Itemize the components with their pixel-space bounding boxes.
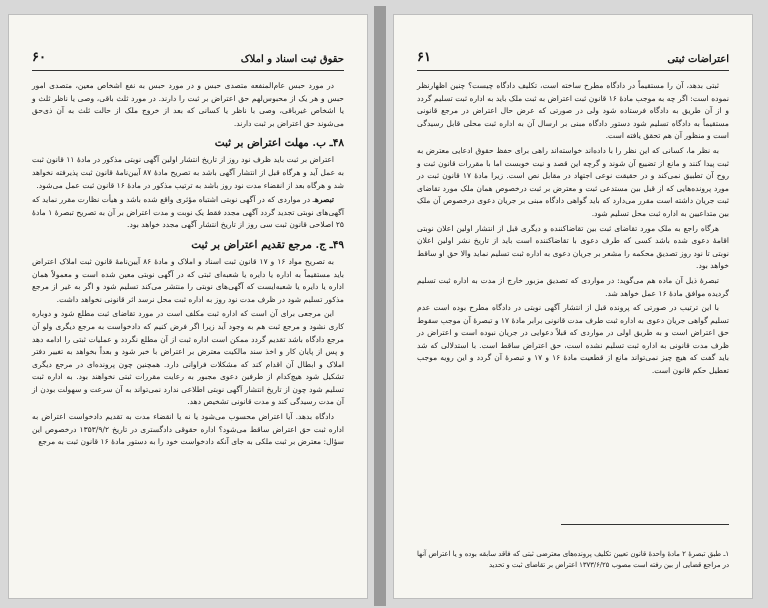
book-gutter [374, 6, 386, 606]
right-page-body [417, 80, 729, 380]
paragraph-b: اعتراض بر ثبت باید ظرف نود روز از تاریخ انتشار اولین آگهی نوبتی مذکور در مادهٔ ۱۱ قانون ثبت به عمل آید و هرگاه قبل از انتشار آگهی باشد به تصریح مادهٔ ۸۷ آیین‌نامهٔ قانون ثبت پذیرفته نخواهد شد و هرگاه بعد از انقضاء مدت نود روز باشد به ترتیب مذکور در مادهٔ ۱۶ قانون ثبت عمل می‌شود. [32, 155, 344, 190]
paragraph-c2: این مرجعی برای آن است که اداره ثبت مکلف است در مورد تقاضای ثبت مطلع شود و دوباره کاری نشود و مرجع ثبت هم به وجود آید زیرا اگر فرض کنیم که دادخواست به مرجع دیگری ولو آن مرجع دادگاه باشد تقدیم گردد ممکن است اداره ثبت از آن مطلع نگردد و عملیات ثبتی را ادامه دهد و پس از پایان کار و اخذ سند مالکیت معترض بر اعتراض با خبر شود و بعداً بخواهد به تغییر دفتر املاک و ابطال آن اقدام کند که مشکلات فراوانی دارد. همچنین چون پرونده‌ای در مرجع دیگری تشکیل شود هیچ‌کدام از طرفین دعوی مجبور به رعایت مقررات ثبتی نخواهند بود. به اداره ثبت تسلیم شود چون از تاریخ انتشار آگهی نوبتی اطلاعی ندارد نمی‌تواند به آن سرعت و سهولت بودن از آن مدت رسیدگی کند و مدت قانونی تشخیص دهد. [32, 309, 344, 407]
right-page-header [417, 50, 729, 71]
right-running-title: اعتراضات ثبتی [667, 54, 729, 65]
paragraph-5: با این ترتیب در صورتی که پرونده قبل از انتشار آگهی نوبتی در دادگاه مطرح بوده است عدم تسلیم گواهی جریان دعوی به اداره ثبت طرف مدت قانونی برابر مادهٔ ۱۷ و تبصرهٔ آن موجب سقوط حق اعتراض است و به طریق اولی در مواردی که قبلاً دعوایی در جریان نبوده است و اعتراض در ظرف مدت قانونی به اداره ثبت تسلیم نشده است، حق اعتراض ساقط است. با استدلالی که شد باید گفت که هیچ چیز نمی‌تواند مانع از قطعیت مادهٔ ۱۶ و ۱۷ و تبصرهٔ آن گردد و این رویه موجب تعطیل حکم قانون است. [417, 303, 729, 376]
note-label: تبصره [314, 195, 334, 205]
paragraph-c3: دادگاه بدهد. آیا اعتراض محسوب می‌شود یا نه یا انقضاء مدت به تقدیم دادخواست اعتراض به اداره ثبت حق اعتراض ساقط می‌شود؟ اداره حقوقی دادگستری در تاریخ ۱۳۵۳/۹/۲ درخصوص این سؤال: معترض بر ثبت ملکی به جای آنکه دادخواست خود را به دستور مادهٔ ۱۶ قانون ثبت به مرجع [32, 412, 344, 447]
footnote-separator [561, 524, 729, 525]
left-running-title: حقوق ثبت اسناد و املاک [240, 54, 344, 65]
left-page-header [32, 50, 344, 71]
note-text: ـ در مواردی که در آگهی نوبتی اشتباه مؤثری واقع شده باشد و هیأت نظارت مقرر نماید که آگهی‌های نوبتی تجدید گردد آگهی مجدد فقط یک نوبت و مدت اعتراض بر آن به تصریح تبصرهٔ ۱ مادهٔ ۲۵ اصلاحی قانون ثبت سی روز از تاریخ انتشار آگهی مجدد خواهد بود. [32, 195, 344, 230]
left-page [8, 14, 368, 599]
left-page-number: ۶۰ [32, 50, 46, 65]
paragraph-3: هرگاه راجع به ملک مورد تقاضای ثبت بین تقاضاکننده و دیگری قبل از انتشار اولین اعلان نوبتی اقامهٔ دعوی شده باشد کسی که طرف دعوی با تقاضاکننده است باید از تاریخ نشر اولین اعلان نوبتی تا نود روز تصدیق محکمه را مشعر بر جریان دعوی به اداره ثبت تسلیم نماید والا حق او ساقط خواهد بود. [417, 223, 729, 271]
section-heading-c: ۴۹ـ ج‌. مرجع تقدیم اعتراض بر ثبت [191, 238, 344, 251]
right-page [393, 14, 753, 599]
paragraph-4: تبصرهٔ ذیل آن ماده هم می‌گوید: در مواردی که تصدیق مزبور خارج از مدت به اداره ثبت تسلیم گردیده موافق مادهٔ ۱۶ عمل خواهد شد. [417, 275, 729, 298]
note-paragraph [32, 194, 344, 232]
paragraph-2: به نظر ما، کسانی که این نظر را با داده‌اند خواسته‌اند راهی برای حفظ حقوق ادعایی معترض به ثبت پیدا کنند و مانع از تضییع آن شوند و گرچه این قصد و نیت خوبست اما با مقررات قانون ثبت و روح آن تطبیق نمی‌کند و در حقیقت نوعی اجتهاد در مقابل نص است. زیرا مادهٔ ۱۷ قانون ثبت در مورد پرونده‌هایی که از قبل بین مستدعی ثبت و معترض بر ثبت درخصوص همان ملک مورد تقاضای ثبت جریان داشته است مقرر می‌دارد که باید گواهی دادگاه مبنی بر جریان دعوی درخصوص آن ملک بین متداعیین به اداره ثبت محل تسلیم شود. [417, 145, 729, 218]
footnote: ۱ـ طبق تبصرهٔ ۲ مادهٔ واحدهٔ قانون تعیین تکلیف پرونده‌های معترضی ثبتی که فاقد سابقه بوده و یا اعتراض آنها در مراجع قضایی از بین رفته است مصوب ۱۳۷۳/۶/۲۵ اعتراض بر تقاضای ثبت و تحدید [417, 550, 729, 569]
intro-paragraph: در مورد حبس عام‌المنفعه متصدی حبس و در مورد حبس به نفع اشخاص معین، متصدی امور حبس و هر یک از محبوس‌لهم حق اعتراض بر ثبت را دارند. در مورد ثلث باقی، وصی یا ناظر ثلث و یا اشخاص غیرباقی، وصی با ناظر یا کسانی که بعد از خروج ملک از حالت ثلث به آن ذی‌حق می‌شوند حق اعتراض بر ثبت دارند. [32, 81, 344, 128]
section-heading-b: ۴۸ـ ب‌. مهلت اعتراض بر ثبت [214, 137, 344, 150]
paragraph-1: ثبتی بدهد، آن را مستقیماً در دادگاه مطرح ساخته است، تکلیف دادگاه چیست؟ چنین اظهارنظر نموده است: اگر چه به موجب مادهٔ ۱۶ قانون ثبت اعتراض به ثبت ملک باید به اداره ثبت تسلیم گردد و از آن طریق به دادگاه فرستاده شود ولی در صورتی که عرض حال اعتراض در مرجع قانونی مستقیماً به دادگاه تسلیم شود دستور دادگاه مبنی بر ارسال آن به اداره ثبت محلی قابل رسیدگی است و منظور آن هم تحقق یافته است. [417, 81, 729, 141]
right-page-number: ۶۱ [417, 50, 431, 65]
paragraph-c1: به تصریح مواد ۱۶ و ۱۷ قانون ثبت اسناد و املاک و مادهٔ ۸۶ آیین‌نامهٔ قانون ثبت املاک اعتراض باید مستقیماً به اداره یا دایره یا شعبه‌ای ثبتی که در آگهی نوبتی معین شده است و معمولاً همان اداره یا دایره یا شعبه‌ایست که آگهی‌های نوبتی را منتشر می‌کند تسلیم شود و اگر به غیر از مرجع مذکور تسلیم شود در ظرف مدت نود روز به اداره ثبت محل نرسد اثر قانونی نخواهد داشت. [32, 256, 344, 304]
left-page-body [32, 80, 344, 451]
